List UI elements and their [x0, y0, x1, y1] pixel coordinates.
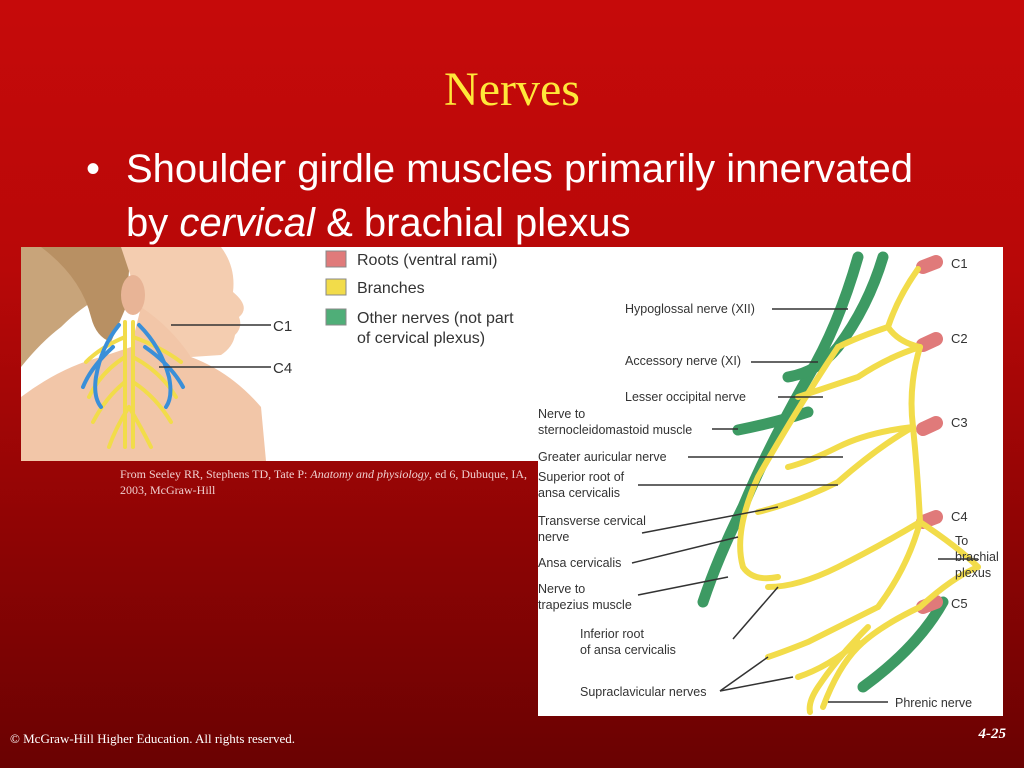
legend-swatch-branches: [326, 279, 346, 295]
citation-part1: From Seeley RR, Stephens TD, Tate P:: [120, 467, 311, 481]
label-superior-root-line2: ansa cervicalis: [538, 486, 620, 500]
neck-label-c4: C4: [273, 360, 293, 377]
bullet-point: [86, 142, 966, 250]
label-transverse-line2: nerve: [538, 530, 570, 544]
citation-italic: Anatomy and physiology: [310, 467, 430, 481]
label-supraclavicular: Supraclavicular nerves: [580, 685, 707, 699]
label-lesser-occipital: Lesser occipital nerve: [625, 390, 746, 404]
bullet-text: [126, 142, 966, 250]
plexus-diagram-panel: [538, 247, 1003, 716]
legend-swatch-roots: [326, 251, 346, 267]
neck-illustration: [21, 247, 538, 461]
label-brachial-line2: brachial: [955, 550, 999, 564]
plexus-label-c1: C1: [951, 256, 968, 271]
neck-illustration-panel: [21, 247, 538, 461]
label-inferior-root-line2: of ansa cervicalis: [580, 643, 676, 657]
label-transverse-line1: Transverse cervical: [538, 514, 646, 528]
label-trapezius-line1: Nerve to: [538, 582, 586, 596]
bullet-text-part2: & brachial plexus: [314, 201, 631, 245]
label-brachial-line1: To: [955, 534, 969, 548]
label-superior-root-line1: Superior root of: [538, 470, 625, 484]
legend-label-other-line2: of cervical plexus): [357, 330, 486, 347]
slide-title: Nerves: [444, 63, 580, 116]
plexus-label-c2: C2: [951, 331, 968, 346]
label-phrenic: Phrenic nerve: [895, 696, 973, 710]
bullet-text-italic: cervical: [179, 201, 315, 245]
legend-label-roots: Roots (ventral rami): [357, 252, 498, 269]
label-greater-auricular: Greater auricular nerve: [538, 450, 667, 464]
label-scm-line2: sternocleidomastoid muscle: [538, 423, 693, 437]
slide-number: 4-25: [978, 726, 1006, 742]
label-inferior-root-line1: Inferior root: [580, 627, 644, 641]
figure-citation: [120, 466, 540, 498]
legend-label-branches: Branches: [357, 280, 425, 297]
plexus-diagram: [538, 247, 1003, 716]
bullet-text-part1: Shoulder girdle muscles primarily innervated by: [126, 147, 914, 245]
legend-label-other-line1: Other nerves (not part: [357, 310, 514, 327]
plexus-label-c5: C5: [951, 596, 968, 611]
label-brachial-line3: plexus: [955, 566, 992, 580]
copyright-footer: © McGraw-Hill Higher Education. All rights reserved.: [10, 731, 295, 746]
label-scm-line1: Nerve to: [538, 407, 586, 421]
plexus-label-c3: C3: [951, 415, 968, 430]
label-accessory: Accessory nerve (XI): [625, 354, 742, 368]
label-trapezius-line2: trapezius muscle: [538, 598, 632, 612]
legend-swatch-other: [326, 309, 346, 325]
label-hypoglossal: Hypoglossal nerve (XII): [625, 302, 755, 316]
plexus-label-c4: C4: [951, 509, 968, 524]
neck-label-c1: C1: [273, 318, 293, 335]
bullet-dot-icon: •: [86, 147, 101, 191]
label-ansa: Ansa cervicalis: [538, 556, 622, 570]
citation-part2: , ed 6, Dubuque, IA, 2003, McGraw-Hill: [120, 467, 528, 497]
